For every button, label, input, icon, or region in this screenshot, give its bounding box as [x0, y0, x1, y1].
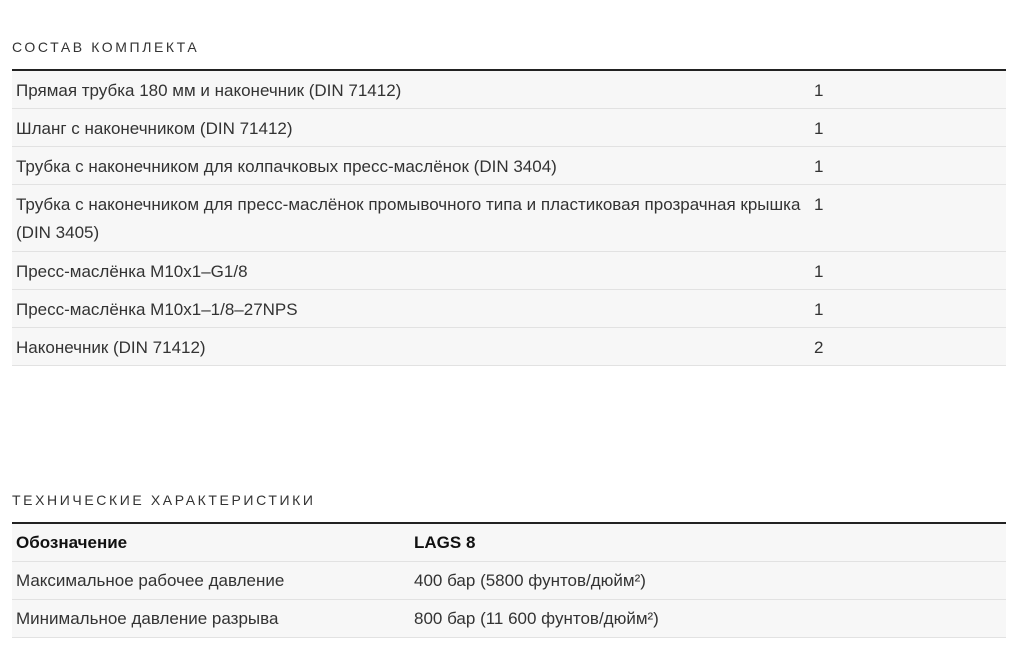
kit-table [12, 69, 1006, 366]
kit-item-name: Шланг с наконечником (DIN 71412) [12, 109, 810, 147]
table-row [12, 185, 1006, 252]
table-row [12, 290, 1006, 328]
specs-header-value: LAGS 8 [410, 523, 1006, 562]
kit-item-qty: 1 [810, 252, 1006, 290]
spec-value: 400 бар (5800 фунтов/дюйм²) [410, 562, 1006, 600]
kit-item-qty: 1 [810, 185, 1006, 252]
kit-item-name: Наконечник (DIN 71412) [12, 328, 810, 366]
table-row [12, 562, 1006, 600]
specs-section-title: ТЕХНИЧЕСКИЕ ХАРАКТЕРИСТИКИ [12, 492, 316, 508]
spec-value: 800 бар (11 600 фунтов/дюйм²) [410, 600, 1006, 638]
kit-item-name: Пресс-маслёнка M10x1–G1/8 [12, 252, 810, 290]
kit-item-qty: 1 [810, 290, 1006, 328]
kit-item-qty: 1 [810, 109, 1006, 147]
kit-item-name: Трубка с наконечником для пресс-маслёнок промывочного типа и пластиковая прозрачная крышка (DIN 3405) [12, 185, 810, 252]
kit-item-qty: 1 [810, 70, 1006, 109]
kit-item-qty: 2 [810, 328, 1006, 366]
table-row [12, 109, 1006, 147]
spec-label: Максимальное рабочее давление [12, 562, 410, 600]
kit-item-name: Пресс-маслёнка M10x1–1/8–27NPS [12, 290, 810, 328]
kit-section-title: СОСТАВ КОМПЛЕКТА [12, 39, 200, 55]
table-row [12, 147, 1006, 185]
table-row [12, 70, 1006, 109]
specs-header-label: Обозначение [12, 523, 410, 562]
specs-header-row [12, 523, 1006, 562]
table-row [12, 252, 1006, 290]
specs-table [12, 522, 1006, 638]
table-row [12, 600, 1006, 638]
kit-item-name: Прямая трубка 180 мм и наконечник (DIN 71412) [12, 70, 810, 109]
spec-label: Минимальное давление разрыва [12, 600, 410, 638]
kit-item-name: Трубка с наконечником для колпачковых пресс-маслёнок (DIN 3404) [12, 147, 810, 185]
table-row [12, 328, 1006, 366]
kit-item-qty: 1 [810, 147, 1006, 185]
